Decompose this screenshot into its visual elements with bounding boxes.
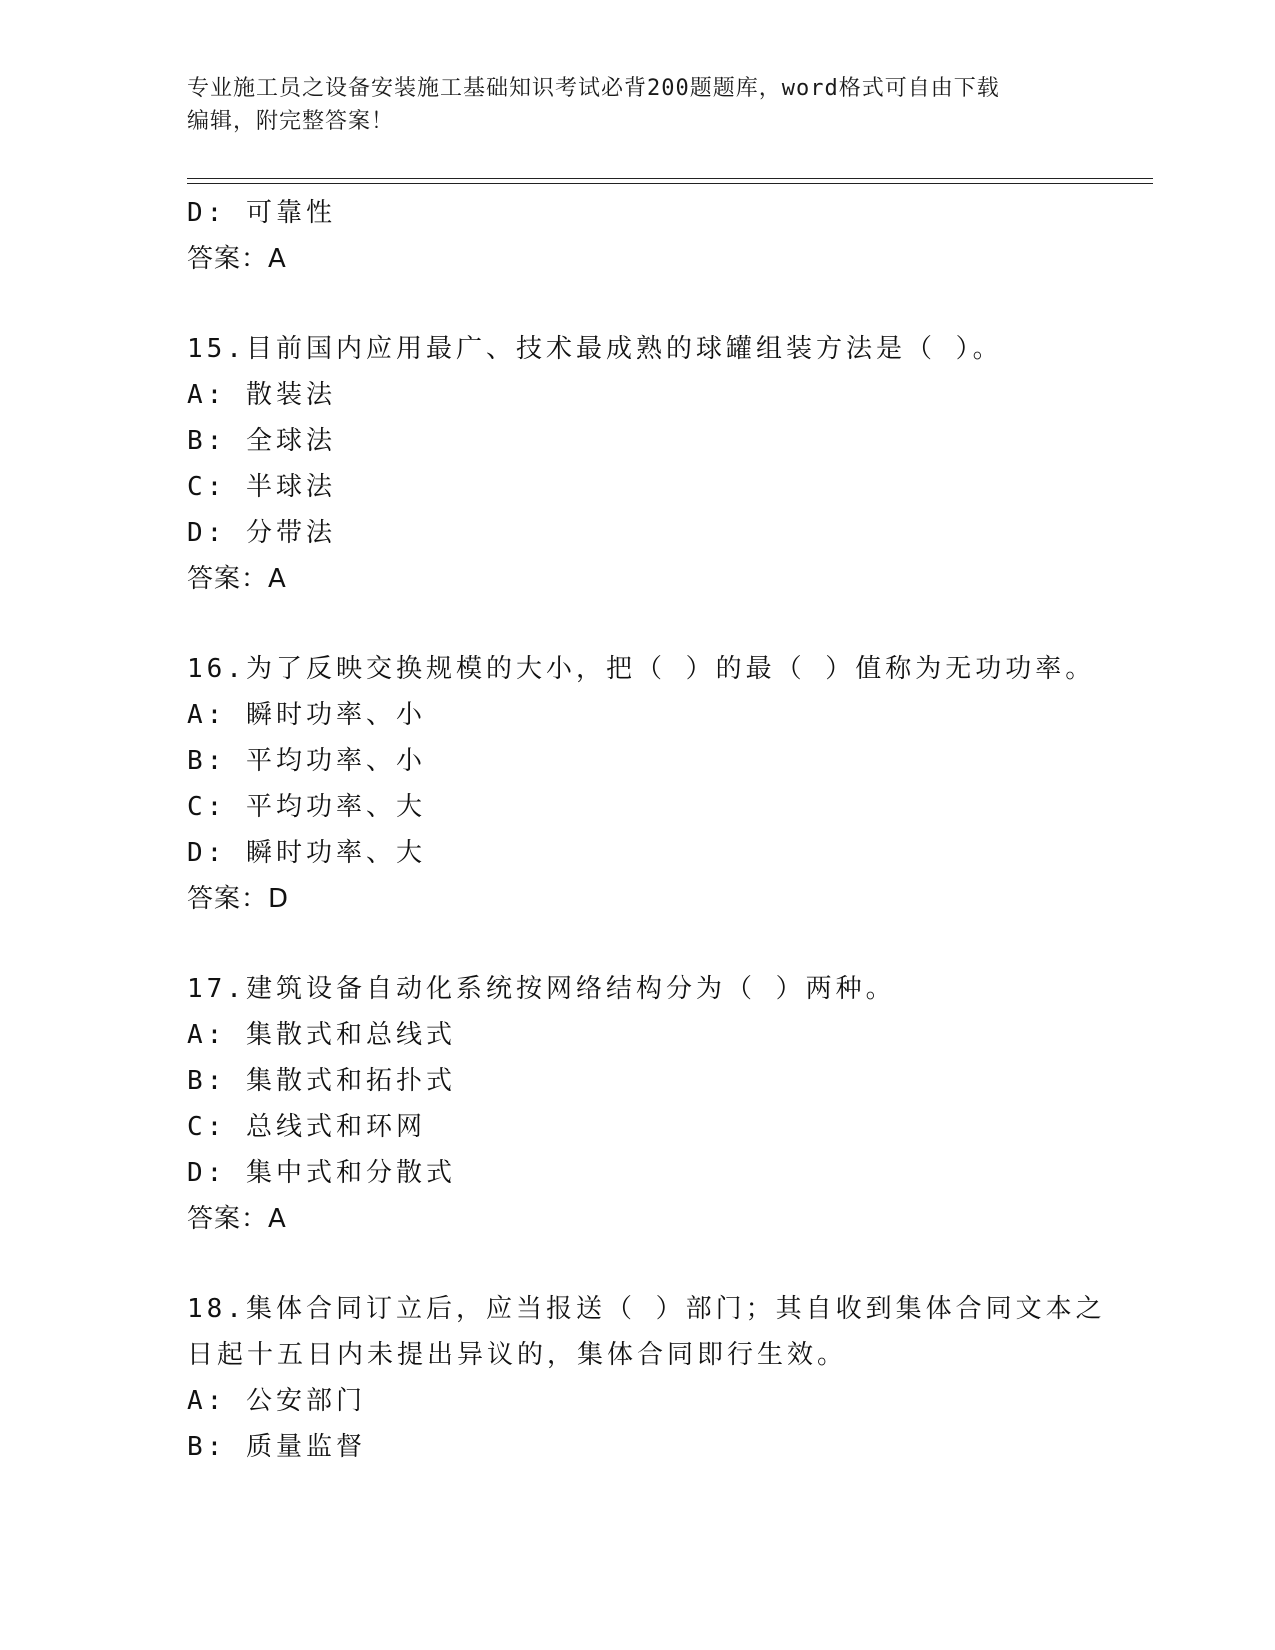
question-18 bbox=[187, 1286, 1106, 1470]
header-divider-top bbox=[187, 178, 1153, 179]
option-c: C: 半球法 bbox=[187, 472, 336, 502]
header-title-line1: 专业施工员之设备安装施工基础知识考试必背200题题库，word格式可自由下载 bbox=[187, 76, 1000, 101]
question-answer: 答案：A bbox=[187, 1204, 287, 1234]
question-list bbox=[187, 190, 1106, 1470]
option-a: A: 集散式和总线式 bbox=[187, 1020, 456, 1050]
header-title-line2: 编辑，附完整答案！ bbox=[187, 109, 395, 134]
option-a: A: 散装法 bbox=[187, 380, 336, 410]
question-16 bbox=[187, 646, 1096, 922]
spacer bbox=[187, 282, 1087, 326]
header-divider-bottom bbox=[187, 183, 1153, 184]
option-c: C: 平均功率、大 bbox=[187, 792, 426, 822]
question-stem: 16.为了反映交换规模的大小，把（ ）的最（ ）值称为无功功率。 bbox=[187, 654, 1096, 684]
spacer bbox=[187, 1242, 1087, 1286]
spacer bbox=[187, 922, 1087, 966]
question-stem: 17.建筑设备自动化系统按网络结构分为（ ）两种。 bbox=[187, 974, 896, 1004]
question-15 bbox=[187, 326, 1087, 602]
question-stem: 15.目前国内应用最广、技术最成熟的球罐组装方法是（ ）。 bbox=[187, 334, 1003, 364]
option-b: B: 质量监督 bbox=[187, 1432, 366, 1462]
question-stem-line1: 18.集体合同订立后，应当报送（ ）部门；其自收到集体合同文本之 bbox=[187, 1294, 1106, 1324]
question-stem-line2: 日起十五日内未提出异议的，集体合同即行生效。 bbox=[187, 1340, 848, 1370]
question-17 bbox=[187, 966, 1087, 1242]
document-header bbox=[187, 72, 1077, 138]
option-a: A: 公安部门 bbox=[187, 1386, 366, 1416]
prev-answer: 答案：A bbox=[187, 244, 287, 274]
option-d: D: 分带法 bbox=[187, 518, 336, 548]
question-answer: 答案：A bbox=[187, 564, 287, 594]
option-d: D: 瞬时功率、大 bbox=[187, 838, 426, 868]
question-answer: 答案：D bbox=[187, 884, 290, 914]
option-d: D: 集中式和分散式 bbox=[187, 1158, 456, 1188]
option-b: B: 全球法 bbox=[187, 426, 336, 456]
spacer bbox=[187, 602, 1087, 646]
option-b: B: 平均功率、小 bbox=[187, 746, 426, 776]
option-a: A: 瞬时功率、小 bbox=[187, 700, 426, 730]
option-c: C: 总线式和环网 bbox=[187, 1112, 426, 1142]
prev-option-d: D: 可靠性 bbox=[187, 198, 336, 228]
option-b: B: 集散式和拓扑式 bbox=[187, 1066, 456, 1096]
